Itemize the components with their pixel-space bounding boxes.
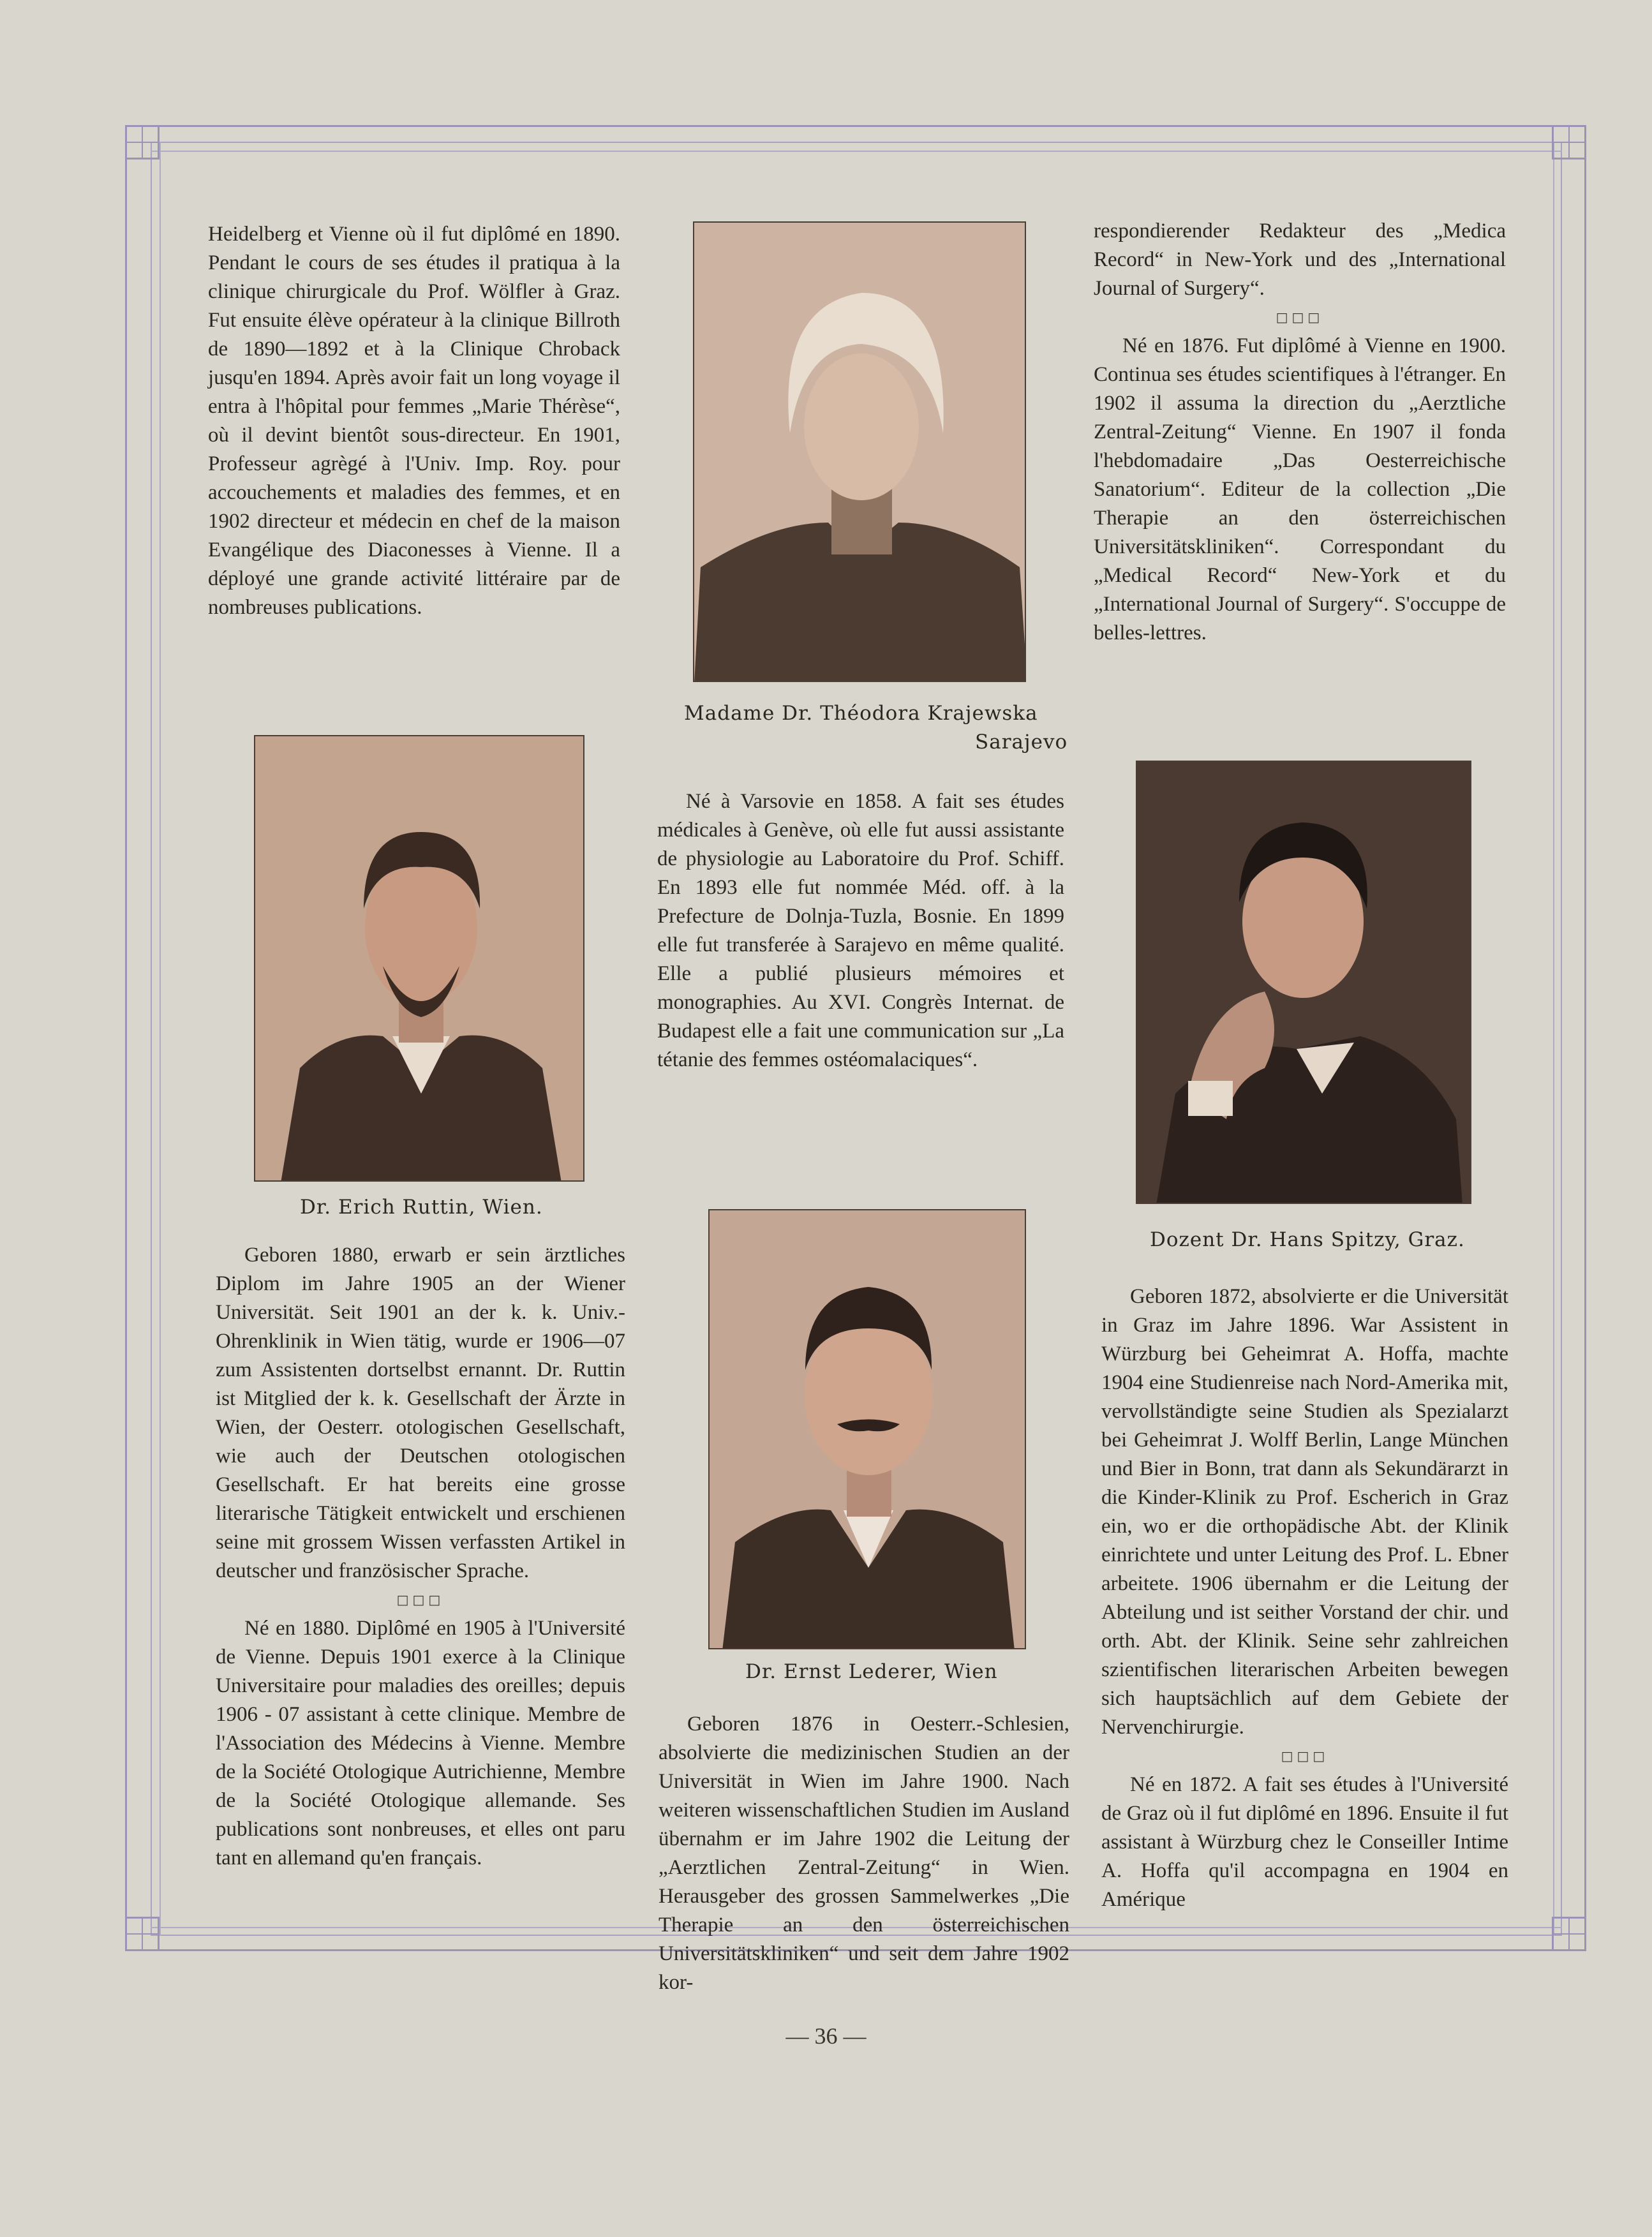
corner-ornament-top-right <box>1552 125 1586 160</box>
border-rule-right <box>1553 142 1554 1936</box>
column-2-lederer-text <box>659 1710 1069 1997</box>
border-rule-top <box>151 151 1562 152</box>
column-1-ruttin-text <box>216 1241 625 1873</box>
portrait-photo-krajewska <box>693 221 1026 682</box>
paragraph-krajewska-french: Né à Varsovie en 1858. A fait ses études médicales à Genève, où elle fut aussi assistante de physiologie au Laboratoire du Prof. Schiff. En 1893 elle fut nommée Méd. off. à la Prefecture de Dolnja-Tuzla, Bosnie. En 1899 elle fut transferée à Sarajevo en même qualité. Elle a publié plusieurs mémoires et monographies. Au XVI. Congrès Internat. de Budapest elle a fait une communication sur „La tétanie des femmes ostéomalaciques“. <box>657 790 1064 1071</box>
corner-ornament-bottom-left <box>125 1917 160 1951</box>
corner-ornament-bottom-right <box>1552 1917 1586 1951</box>
section-separator: □□□ <box>396 1592 445 1607</box>
paragraph-lederer-continuation: respondierender Redakteur des „Medica Record“ in New-York und des „International Journal of Surgery“. <box>1094 219 1506 300</box>
paragraph-ruttin-french: Né en 1880. Diplômé en 1905 à l'Université de Vienne. Depuis 1901 exerce à la Clinique Universitaire pour maladies des oreilles; depuis 1906 - 07 assistant à cette clinique. Membre de l'Association des Médecins à Vienne. Membre de la Société Otologique Autrichienne, Membre de la Société Otologique allemande. Ses publications sont nonbreuses, et elles ont paru tant en allemand qu'en français. <box>216 1617 625 1869</box>
caption-krajewska-line2: Sarajevo <box>975 731 1068 754</box>
caption-spitzy: Dozent Dr. Hans Spitzy, Graz. <box>1150 1228 1465 1251</box>
paragraph-ruttin-german: Geboren 1880, erwarb er sein ärztliches Diplom im Jahre 1905 an der Wiener Universität. Seit 1901 an der k. k. Univ.-Ohrenklinik in Wien tätig, wurde er 1906—07 zum Assistenten dortselbst ernannt. Dr. Ruttin ist Mitglied der k. k. Gesellschaft der Ärzte in Wien, der Oesterr. otologischen Gesellschaft, wie auch der Deutschen otologischen Gesellschaft. Er hat bereits eine grosse literarische Tätigkeit entwickelt und erschienen seine mit grossem Wissen verfassten Artikel in deutscher und französischer Sprache. <box>216 1244 625 1582</box>
section-separator: □□□ <box>1281 1748 1329 1764</box>
page-number: — 36 — <box>785 2023 867 2049</box>
caption-ruttin: Dr. Erich Ruttin, Wien. <box>300 1196 543 1219</box>
corner-ornament-top-left <box>125 125 160 160</box>
paragraph-spitzy-french: Né en 1872. A fait ses études à l'Université de Graz où il fut diplômé en 1896. Ensuite il fut assistant à Würzburg chez le Conseiller Intime A. Hoffa qu'il accompagna en 1904 en Amérique <box>1101 1773 1508 1911</box>
portrait-photo-spitzy <box>1136 761 1471 1204</box>
paragraph-spitzy-german: Geboren 1872, absolvierte er die Universität in Graz im Jahre 1896. War Assistent in Würzburg bei Geheimrat A. Hoffa, machte 1904 eine Studienreise nach Nord-Amerika mit, vervollständigte seine Studien als Spezialarzt bei Geheimrat J. Wolff Berlin, Lange München und Bier in Bonn, trat dann als Sekundärarzt in die Kinder-Klinik zu Prof. Escherich in Graz ein, wo er die orthopädische Abt. der Klinik einrichtete und unter Leitung des Prof. L. Ebner arbeitete. 1906 übernahm er die Leitung der Abteilung und ist seither Vorstand der chir. und orth. Abt. der Klinik. Seine sehr zahlreichen szientifischen literarischen Arbeiten bewegen sich hauptsächlich auf dem Gebiete der Nervenchirurgie. <box>1101 1285 1508 1739</box>
paragraph-lederer-german: Geboren 1876 in Oesterr.-Schlesien, absolvierte die medizinischen Studien an der Universität in Wien im Jahre 1900. Nach weiteren wissenschaftlichen Studien im Ausland übernahm er im Jahre 1902 die Leitung der „Aerztlichen Zentral-Zeitung“ in Wien. Herausgeber des grossen Sammelwerkes „Die Therapie an den österreichischen Universitätskliniken“ und seit dem Jahre 1902 kor- <box>659 1713 1069 1994</box>
portrait-photo-lederer <box>708 1209 1026 1649</box>
paragraph-col1-intro: Heidelberg et Vienne où il fut diplômé en 1890. Pendant le cours de ses études il pratiqua à la clinique chirurgicale du Prof. Wölfler à Graz. Fut ensuite élève opérateur à la clinique Billroth de 1890—1892 et à la Clinique Chroback jusqu'en 1894. Après avoir fait un long voyage il entra à l'hôpital pour femmes „Marie Thérèse“, où il devint bientôt sous-directeur. En 1901, Professeur agrègé à l'Univ. Imp. Roy. pour accouchements et maladies des femmes, et en 1902 directeur et médecin en chef de la maison Evangélique des Diaconesses à Vienne. Il a déployé une grande activité littéraire par de nombreuses publications. <box>208 223 620 619</box>
column-1-top-text <box>208 220 620 622</box>
caption-lederer: Dr. Ernst Lederer, Wien <box>745 1660 998 1683</box>
portrait-photo-ruttin <box>254 735 584 1182</box>
caption-krajewska-line1: Madame Dr. Théodora Krajewska <box>684 702 1038 725</box>
paragraph-lederer-french: Né en 1876. Fut diplômé à Vienne en 1900. Continua ses études scientifiques à l'étranger. En 1902 il assuma la direction du „Aerztliche Zentral-Zeitung“ Vienne. En 1907 il fonda l'hebdomadaire „Das Oesterreichische Sanatorium“. Editeur de la collection „Die Therapie an den österreichischen Universitätskliniken“. Correspondant du „Medical Record“ New-York et du „International Journal of Surgery“. S'occuppe de belles-lettres. <box>1094 334 1506 644</box>
column-2-krajewska-text <box>657 787 1064 1074</box>
section-separator: □□□ <box>1276 309 1324 325</box>
column-3-top-text <box>1094 217 1506 648</box>
border-rule-left <box>160 142 161 1936</box>
column-3-spitzy-text <box>1101 1282 1508 1914</box>
